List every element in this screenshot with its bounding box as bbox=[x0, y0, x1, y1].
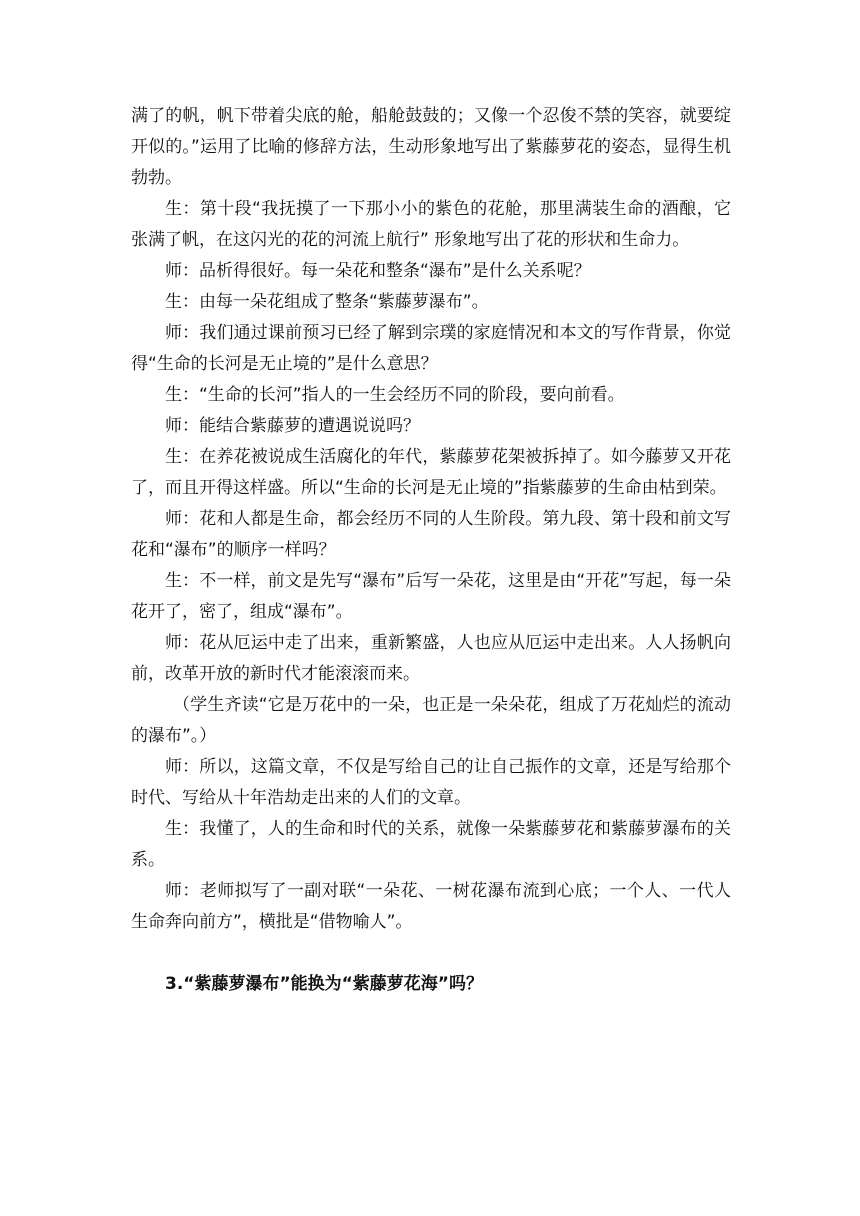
paragraph: 师：花和人都是生命，都会经历不同的人生阶段。第九段、第十段和前文写花和“瀑布”的顺序一样吗？ bbox=[131, 509, 731, 560]
paragraph: 生：由每一朵花组成了整条“紫藤萝瀑布”。 bbox=[165, 292, 489, 312]
paragraph: 师：能结合紫藤萝的遭遇说说吗？ bbox=[165, 416, 420, 436]
paragraph: 师：老师拟写了一副对联“一朵花、一树花瀑布流到心底；一个人、一代人生命奔向前方”，横批是“借物喻人”。 bbox=[131, 881, 731, 932]
paragraph: 生：在养花被说成生活腐化的年代，紫藤萝花架被拆掉了。如今藤萝又开花了，而且开得这样盛。所以“生命的长河是无止境的”指紫藤萝的生命由枯到荣。 bbox=[131, 447, 731, 498]
paragraph: 师：品析得很好。每一朵花和整条“瀑布”是什么关系呢？ bbox=[165, 261, 591, 281]
paragraph: 师：我们通过课前预习已经了解到宗璞的家庭情况和本文的写作背景，你觉得“生命的长河是无止境的”是什么意思？ bbox=[131, 323, 731, 374]
paragraph: 生：第十段“我抚摸了一下那小小的紫色的花舱，那里满装生命的酒酿，它张满了帆，在这闪光的花的河流上航行” 形象地写出了花的形状和生命力。 bbox=[131, 199, 731, 250]
blank-line bbox=[131, 938, 731, 969]
document-body bbox=[131, 101, 731, 1000]
paragraph: 生：我懂了，人的生命和时代的关系，就像一朵紫藤萝花和紫藤萝瀑布的关系。 bbox=[131, 819, 731, 870]
paragraph: 师：所以，这篇文章，不仅是写给自己的让自己振作的文章，还是写给那个时代、写给从十年浩劫走出来的人们的文章。 bbox=[131, 757, 731, 808]
paragraph: 师：花从厄运中走了出来，重新繁盛，人也应从厄运中走出来。人人扬帆向前，改革开放的新时代才能滚滚而来。 bbox=[131, 633, 731, 684]
paragraph: 满了的帆，帆下带着尖底的舱，船舱鼓鼓的；又像一个忍俊不禁的笑容，就要绽开似的。”运用了比喻的修辞方法，生动形象地写出了紫藤萝花的姿态，显得生机勃勃。 bbox=[131, 106, 731, 188]
paragraph-parenthetical: （学生齐读“它是万花中的一朵，也正是一朵朵花，组成了万花灿烂的流动的瀑布”。） bbox=[131, 695, 731, 746]
paragraph: 生：不一样，前文是先写“瀑布”后写一朵花，这里是由“开花”写起，每一朵花开了，密了，组成“瀑布”。 bbox=[131, 571, 731, 622]
question-heading: 3.“紫藤萝瀑布”能换为“紫藤萝花海”吗？ bbox=[165, 974, 483, 994]
paragraph: 生：“生命的长河”指人的一生会经历不同的阶段，要向前看。 bbox=[165, 385, 625, 405]
